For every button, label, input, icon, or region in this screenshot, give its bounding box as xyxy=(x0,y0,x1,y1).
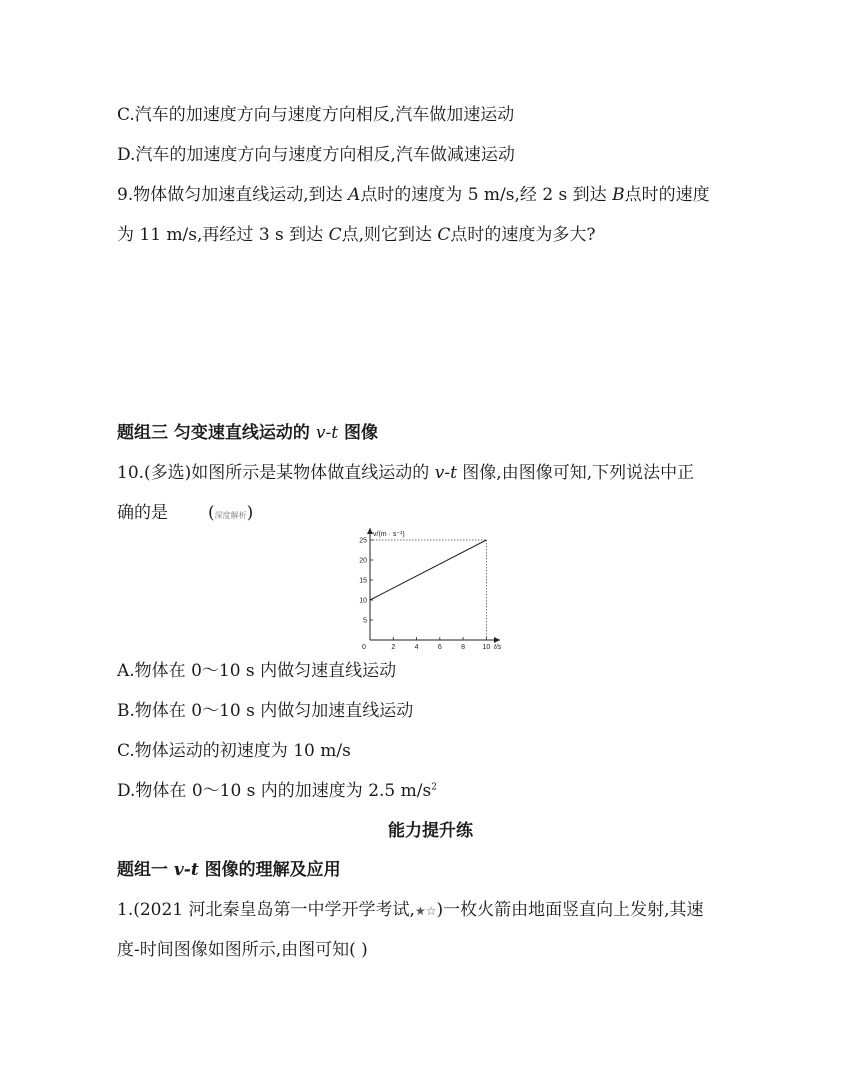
deep-analysis-tag: 深度解析 xyxy=(214,511,247,520)
q10-option-c: C.物体运动的初速度为 10 m/s xyxy=(117,741,351,761)
vt-symbol: v-t xyxy=(434,463,457,483)
q10-line-2 xyxy=(117,498,253,523)
y-tick-label: 20 xyxy=(359,557,367,565)
x-tick-label: 10 xyxy=(482,644,491,651)
x-tick-label: 6 xyxy=(437,644,442,651)
difficulty-stars: ★☆ xyxy=(414,904,437,918)
y-tick-label: 10 xyxy=(359,597,367,605)
y-tick-label: 25 xyxy=(359,537,367,545)
q10-option-b: B.物体在 0～10 s 内做匀加速直线运动 xyxy=(117,701,414,721)
q9-text: 9.物体做匀加速直线运动,到达 xyxy=(117,185,349,205)
q9-text: 点时的速度为多大? xyxy=(450,225,596,245)
x-tick-label: 0 xyxy=(362,644,366,651)
option-text: D.物体在 0～10 s 内的加速度为 2.5 m/s xyxy=(117,781,432,801)
q10-line-1 xyxy=(117,458,694,483)
q8-option-d: D.汽车的加速度方向与速度方向相反,汽车做减速运动 xyxy=(117,145,515,165)
point-c: C xyxy=(437,225,451,245)
q9-text: 为 11 m/s,再经过 3 s 到达 xyxy=(117,225,329,245)
q10-text: 确的是 xyxy=(117,503,168,523)
point-a: A xyxy=(348,185,361,205)
vt-symbol: v-t xyxy=(173,860,199,880)
exponent: 2 xyxy=(431,782,437,793)
q8-option-c: C.汽车的加速度方向与速度方向相反,汽车做加速运动 xyxy=(117,105,515,125)
group1-heading xyxy=(117,855,341,880)
x-tick-label: 2 xyxy=(391,644,396,651)
q1-line-1 xyxy=(117,895,704,920)
section-title: 能力提升练 xyxy=(388,821,473,841)
q10-option-a: A.物体在 0～10 s 内做匀速直线运动 xyxy=(117,661,397,681)
x-tick-label: 8 xyxy=(461,644,466,651)
velocity-line xyxy=(370,540,486,600)
q9-line-1 xyxy=(117,180,710,205)
q9-line-2 xyxy=(117,220,596,245)
x-axis-arrow xyxy=(494,637,500,643)
tag-paren: ( xyxy=(208,503,215,523)
q9-text: 点,则它到达 xyxy=(341,225,438,245)
q10-text: 10.(多选)如图所示是某物体做直线运动的 xyxy=(117,463,435,483)
q1-text: )一枚火箭由地面竖直向上发射,其速 xyxy=(436,900,704,920)
group3-heading xyxy=(117,418,378,443)
q9-text: 点时的速度为 5 m/s,经 2 s 到达 xyxy=(360,185,613,205)
x-tick-label: 4 xyxy=(414,644,419,651)
q1-text: 1.(2021 河北秦皇岛第一中学开学考试, xyxy=(117,900,415,920)
heading-text: 图像的理解及应用 xyxy=(198,860,341,880)
y-tick-label: 5 xyxy=(363,617,367,625)
point-c: C xyxy=(328,225,342,245)
q9-text: 点时的速度 xyxy=(624,185,710,205)
vt-chart xyxy=(340,522,515,652)
point-b: B xyxy=(612,185,625,205)
q10-option-d xyxy=(117,776,437,801)
tag-paren: ) xyxy=(246,503,254,523)
y-axis-label: v/(m · s⁻¹) xyxy=(373,531,405,538)
y-tick-label: 15 xyxy=(359,577,367,585)
q1-line-2: 度-时间图像如图所示,由图可知( ) xyxy=(117,940,368,960)
x-axis-label: t/s xyxy=(494,644,502,651)
vt-symbol: v-t xyxy=(315,423,339,443)
heading-text: 题组三 匀变速直线运动的 xyxy=(117,423,316,443)
q10-text: 图像,由图像可知,下列说法中正 xyxy=(456,463,695,483)
heading-text: 图像 xyxy=(338,423,378,443)
heading-text: 题组一 xyxy=(117,860,174,880)
